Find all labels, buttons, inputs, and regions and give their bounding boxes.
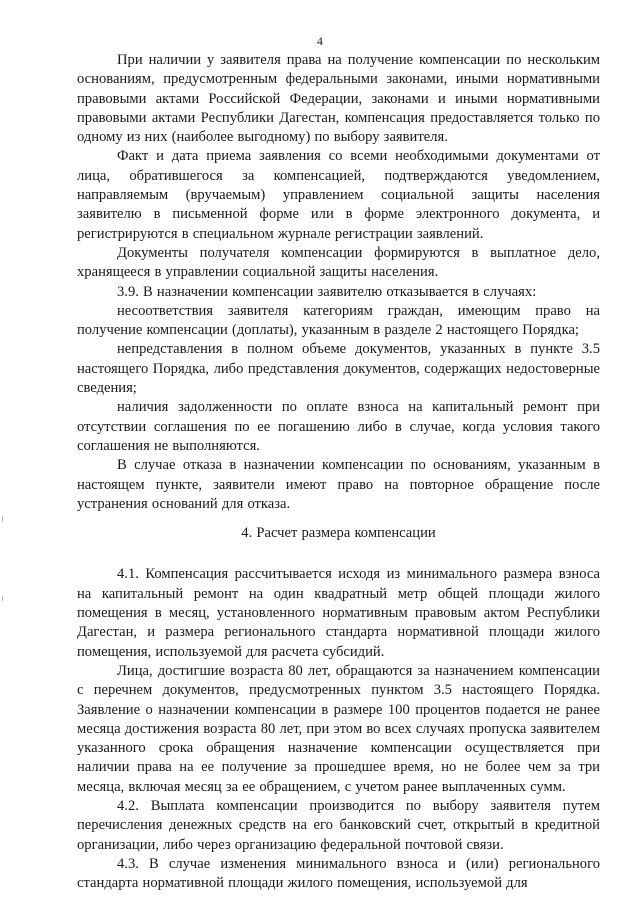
paragraph: наличия задолженности по оплате взноса на капитальный ремонт при отсутствии соглашения по ее погашению либо в случае, когда условия такого соглашения не выполняются.: [77, 399, 600, 454]
document-body: [77, 51, 600, 893]
section-heading: 4. Расчет размера компенсации: [241, 525, 436, 542]
paragraph: При наличии у заявителя права на получение компенсации по нескольким основаниям, предусмотренным федеральными законами, иными нормативными правовыми актами Российской Федерации, законами и иными нормативными правовыми актами Республики Дагестан, компенсация предоставляется только по одному из них (наиболее выгодному) по выбору заявителя.: [77, 52, 600, 146]
paragraph: 4.1. Компенсация рассчитывается исходя из минимального размера взноса на капитальный ремонт на один квадратный метр общей площади жилого помещения в месяц, установленного нормативным правовым актом Республики Дагестан, и размера регионального стандарта нормативной площади жилого помещения, используемой для расчета субсидий.: [77, 566, 600, 660]
paragraph: 3.9. В назначении компенсации заявителю отказывается в случаях:: [117, 283, 537, 300]
paragraph: Документы получателя компенсации формируются в выплатное дело, хранящееся в управлении социальной защиты населения.: [77, 244, 600, 281]
page-number: 4: [316, 34, 324, 48]
paragraph: Факт и дата приема заявления со всеми необходимыми документами от лица, обратившегося за компенсацией, подтверждаются уведомлением, направляемым (вручаемым) управлением социальной защиты населения заявителю в письменной форме или в форме электронного документа, и регистрируются в специальном журнале регистрации заявлений.: [77, 148, 600, 242]
scan-artifact: [2, 596, 3, 601]
paragraph: несоответствия заявителя категориям граждан, имеющим право на получение компенсации (доплаты), указанным в разделе 2 настоящего Порядка;: [77, 302, 600, 339]
scan-artifact: [2, 516, 3, 522]
paragraph: В случае отказа в назначении компенсации по основаниям, указанным в настоящем пункте, заявители имеют право на повторное обращение после устранения оснований для отказа.: [77, 457, 600, 512]
paragraph: 4.2. Выплата компенсации производится по выбору заявителя путем перечисления денежных средств на его банковский счет, открытый в кредитной организации, либо через организацию федеральной почтовой связи.: [77, 797, 600, 853]
paragraph: Лица, достигшие возраста 80 лет, обращаются за назначением компенсации с перечнем документов, предусмотренных пунктом 3.5 настоящего Порядка. Заявление о назначении компенсации в размере 100 процентов подается не ранее месяца достижения возраста 80 лет, при этом во всех случаях пропуска заявителем указанного срока обращения назначение компенсации осуществляется при наличии права на ее получение за прошедшее время, но не более чем за три месяца, включая месяц за ее обращением, с учетом ранее выплаченных сумм.: [77, 662, 600, 795]
paragraph: непредставления в полном объеме документов, указанных в пункте 3.5 настоящего Порядка, либо представления документов, содержащих недостоверные сведения;: [77, 341, 600, 397]
paragraph: 4.3. В случае изменения минимального взноса и (или) регионального стандарта нормативной площади жилого помещения, используемой для: [77, 855, 600, 892]
